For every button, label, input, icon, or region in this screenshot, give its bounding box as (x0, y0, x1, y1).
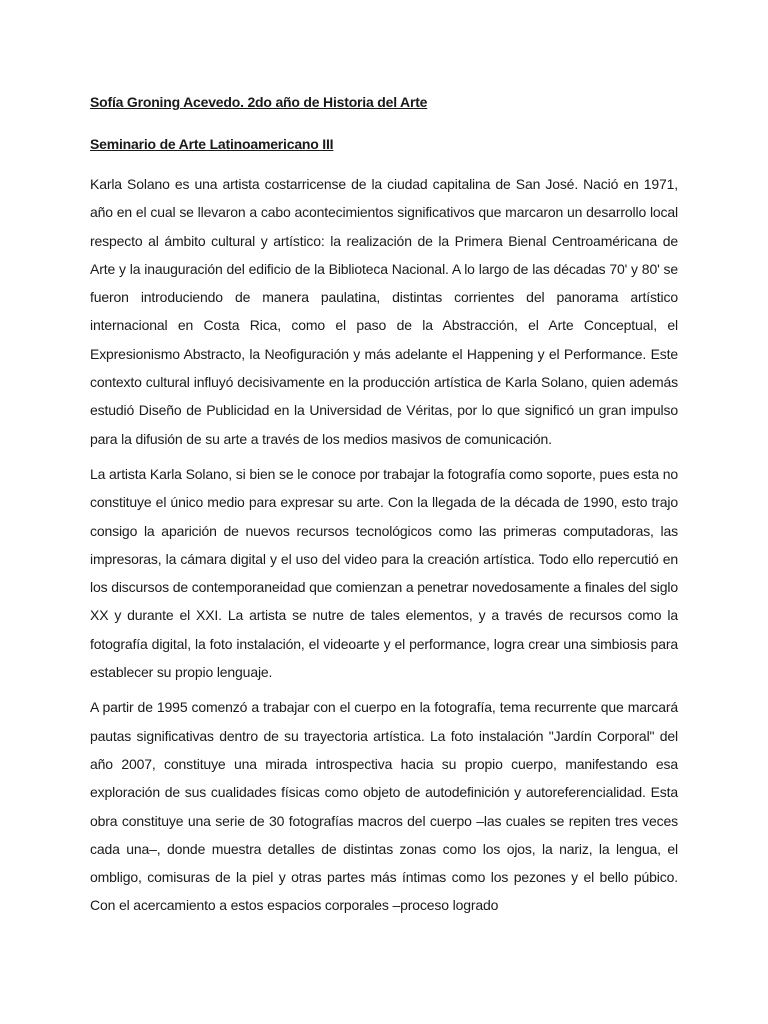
paragraph-1: Karla Solano es una artista costarricense de la ciudad capitalina de San José. Nació en 1971, año en el cual se llevaron a cabo acontecimientos significativos que marcaron un desarrollo local respecto al ámbito cultural y artístico: la realización de la Primera Bienal Centroaméricana de Arte y la inauguración del edificio de la Biblioteca Nacional. A lo largo de las décadas 70' y 80' se fueron introduciendo de manera paulatina, distintas corrientes del panorama artístico internacional en Costa Rica, como el paso de la Abstracción, el Arte Conceptual, el Expresionismo Abstracto, la Neofiguración y más adelante el Happening y el Performance. Este contexto cultural influyó decisivamente en la producción artística de Karla Solano, quien además estudió Diseño de Publicidad en la Universidad de Véritas, por lo que significó un gran impulso para la difusión de su arte a través de los medios masivos de comunicación. (90, 176, 678, 447)
paragraph-2: La artista Karla Solano, si bien se le conoce por trabajar la fotografía como soporte, pues esta no constituye el único medio para expresar su arte. Con la llegada de la década de 1990, esto trajo consigo la aparición de nuevos recursos tecnológicos como las primeras computadoras, las impresoras, la cámara digital y el uso del video para la creación artística. Todo ello repercutió en los discursos de contemporaneidad que comienzan a penetrar novedosamente a finales del siglo XX y durante el XXI. La artista se nutre de tales elementos, y a través de recursos como la fotografía digital, la foto instalación, el videoarte y el performance, logra crear una simbiosis para establecer su propio lenguaje. (90, 465, 678, 681)
document-page (90, 92, 678, 927)
course-heading: Seminario de Arte Latinoamericano III (90, 136, 334, 152)
paragraph-3: A partir de 1995 comenzó a trabajar con el cuerpo en la fotografía, tema recurrente que marcará pautas significativas dentro de su trayectoria artística. La foto instalación "Jardín Corporal" del año 2007, constituye una mirada introspectiva hacia su propio cuerpo, manifestando esa exploración de sus cualidades físicas como objeto de autodefinición y autoreferencialidad. Esta obra constituye una serie de 30 fotografías macros del cuerpo –las cuales se repiten tres veces cada una–, donde muestra detalles de distintas zonas como los ojos, la nariz, la lengua, el ombligo, comisuras de la piel y otras partes más íntimas como los pezones y el bello púbico. Con el acercamiento a estos espacios corporales –proceso logrado (90, 699, 678, 914)
author-heading: Sofía Groning Acevedo. 2do año de Historia del Arte (90, 94, 428, 110)
